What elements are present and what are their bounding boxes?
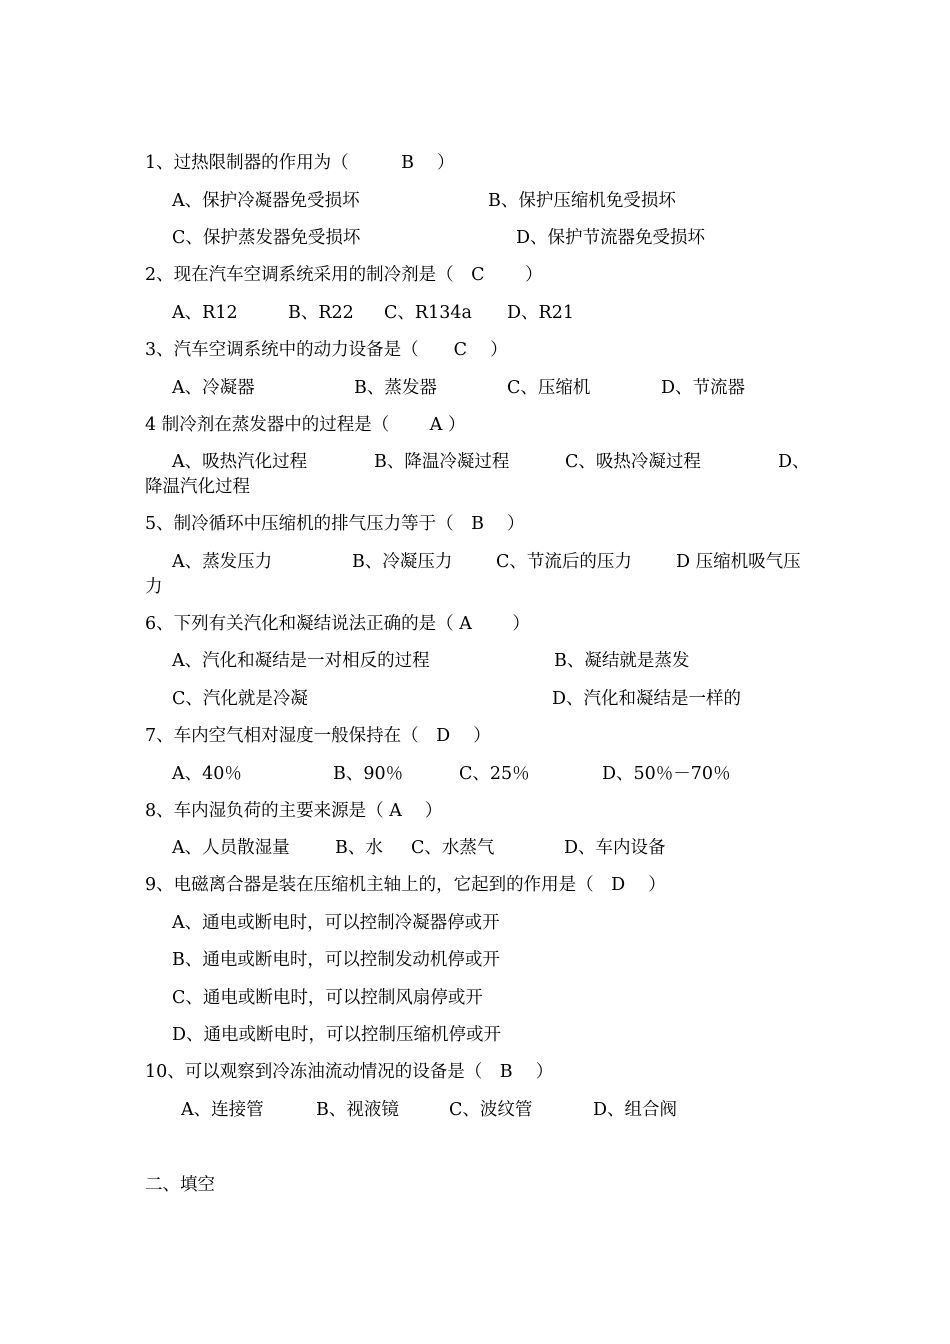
question-9-option-c: C、通电或断电时，可以控制风扇停或开 <box>172 988 483 1008</box>
question-7-option-a: A、40％ <box>172 764 242 784</box>
question-3-option-d: D、节流器 <box>661 378 746 398</box>
question-9-option-a: A、通电或断电时，可以控制冷凝器停或开 <box>172 913 500 933</box>
question-4-option-a: A、吸热汽化过程 <box>172 452 308 472</box>
question-4-option-d-continued: 降温汽化过程 <box>145 477 250 497</box>
question-7-stem: 7、车内空气相对湿度一般保持在（ D ） <box>145 726 491 746</box>
question-4-option-d: D、 <box>778 452 810 472</box>
question-6-option-b: B、凝结就是蒸发 <box>554 651 690 671</box>
question-8-option-c: C、水蒸气 <box>411 838 495 858</box>
question-8-option-a: A、人员散湿量 <box>172 838 290 858</box>
question-3-option-a: A、冷凝器 <box>172 378 255 398</box>
question-5-option-a: A、蒸发压力 <box>172 552 273 572</box>
question-1-option-a: A、保护冷凝器免受损坏 <box>172 191 360 211</box>
question-10-option-d: D、组合阀 <box>593 1100 678 1120</box>
question-9-stem: 9、电磁离合器是装在压缩机主轴上的，它起到的作用是（ D ） <box>145 875 666 895</box>
question-1-option-c: C、保护蒸发器免受损坏 <box>172 228 361 248</box>
question-8-stem: 8、车内湿负荷的主要来源是（ A ） <box>145 801 443 821</box>
question-7-option-c: C、25％ <box>459 764 530 784</box>
question-6-option-d: D、汽化和凝结是一样的 <box>552 689 742 709</box>
question-1-option-b: B、保护压缩机免受损坏 <box>488 191 676 211</box>
question-4-option-b: B、降温冷凝过程 <box>374 452 510 472</box>
question-3-stem: 3、汽车空调系统中的动力设备是（ C ） <box>145 340 508 360</box>
question-8-option-b: B、水 <box>335 838 383 858</box>
question-2-stem: 2、现在汽车空调系统采用的制冷剂是（ C ） <box>145 265 543 285</box>
question-2-option-b: B、R22 <box>288 303 354 323</box>
question-10-option-b: B、视液镜 <box>316 1100 399 1120</box>
question-5-stem: 5、制冷循环中压缩机的排气压力等于（ B ） <box>145 514 525 534</box>
question-5-option-d-continued: 力 <box>145 577 163 597</box>
question-1-stem: 1、过热限制器的作用为（ B ） <box>145 153 455 173</box>
question-1-option-d: D、保护节流器免受损坏 <box>516 228 706 248</box>
question-10-option-c: C、波纹管 <box>449 1100 533 1120</box>
question-10-stem: 10、可以观察到冷冻油流动情况的设备是（ B ） <box>145 1062 554 1082</box>
question-3-option-c: C、压缩机 <box>507 378 591 398</box>
question-2-option-c: C、R134a <box>384 303 472 323</box>
question-9-option-d: D、通电或断电时，可以控制压缩机停或开 <box>172 1025 502 1045</box>
question-6-option-c: C、汽化就是冷凝 <box>172 689 308 709</box>
question-7-option-b: B、90％ <box>333 764 404 784</box>
question-4-option-c: C、吸热冷凝过程 <box>565 452 701 472</box>
question-7-option-d: D、50％－70％ <box>602 764 731 784</box>
question-6-option-a: A、汽化和凝结是一对相反的过程 <box>172 651 430 671</box>
question-5-option-d: D 压缩机吸气压 <box>676 552 801 572</box>
question-6-stem: 6、下列有关汽化和凝结说法正确的是（ A ） <box>145 614 530 634</box>
section-heading-fill-in: 二、填空 <box>145 1175 215 1195</box>
question-5-option-b: B、冷凝压力 <box>352 552 453 572</box>
question-3-option-b: B、蒸发器 <box>354 378 437 398</box>
question-8-option-d: D、车内设备 <box>564 838 666 858</box>
question-2-option-d: D、R21 <box>507 303 574 323</box>
question-9-option-b: B、通电或断电时，可以控制发动机停或开 <box>172 950 500 970</box>
question-5-option-c: C、节流后的压力 <box>496 552 632 572</box>
question-2-option-a: A、R12 <box>172 303 238 323</box>
question-10-option-a: A、连接管 <box>181 1100 264 1120</box>
question-4-stem: 4 制冷剂在蒸发器中的过程是（ A ） <box>145 415 466 435</box>
